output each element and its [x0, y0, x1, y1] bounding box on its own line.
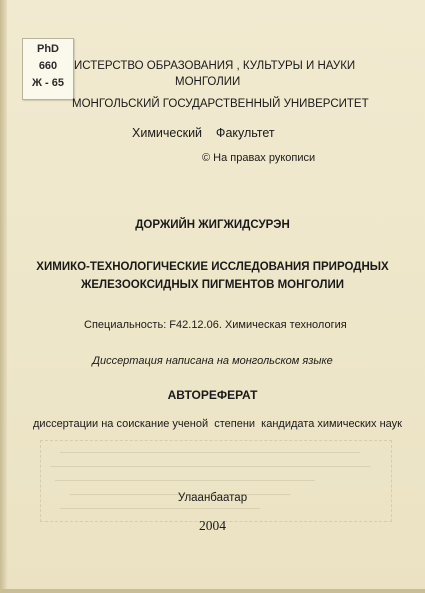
year: 2004: [199, 518, 226, 533]
faculty-name: Химический Факультет: [132, 126, 275, 140]
dissertation-purpose: диссертации на соискание ученой степени кандидата химических наук: [33, 418, 402, 430]
rights-notice: © На правах рукописи: [202, 152, 316, 164]
specialty: Специальность: F42.12.06. Химическая технология: [84, 319, 347, 331]
city: Улаанбаатар: [177, 492, 248, 504]
show-through-box: [40, 440, 392, 522]
author-name: ДОРЖИЙН ЖИГЖИДСУРЭН: [135, 219, 290, 231]
university-name: МОНГОЛЬСКИЙ ГОСУДАРСТВЕННЫЙ УНИВЕРСИТЕТ: [72, 98, 369, 110]
binding-edge: [0, 0, 7, 593]
title-line-2: ЖЕЛЕЗООКСИДНЫХ ПИГМЕНТОВ МОНГОЛИИ: [80, 279, 345, 291]
title-line-1: ХИМИКО-ТЕХНОЛОГИЧЕСКИЕ ИССЛЕДОВАНИЯ ПРИРОДНЫХ: [36, 261, 389, 273]
call-number-line: 660: [38, 60, 58, 72]
page-bottom-edge: [0, 589, 425, 593]
call-number-line: Ж - 65: [32, 77, 64, 89]
ministry-line-1: ИСТЕРСТВО ОБРАЗОВАНИЯ , КУЛЬТУРЫ И НАУКИ: [74, 60, 356, 72]
document-type: АВТОРЕФЕРАТ: [167, 388, 258, 402]
ministry-line-2: МОНГОЛИИ: [175, 76, 241, 88]
library-call-number-label: [22, 38, 74, 100]
language-note: Диссертация написана на монгольском языке: [92, 355, 333, 367]
call-number-line: PhD: [37, 43, 59, 55]
